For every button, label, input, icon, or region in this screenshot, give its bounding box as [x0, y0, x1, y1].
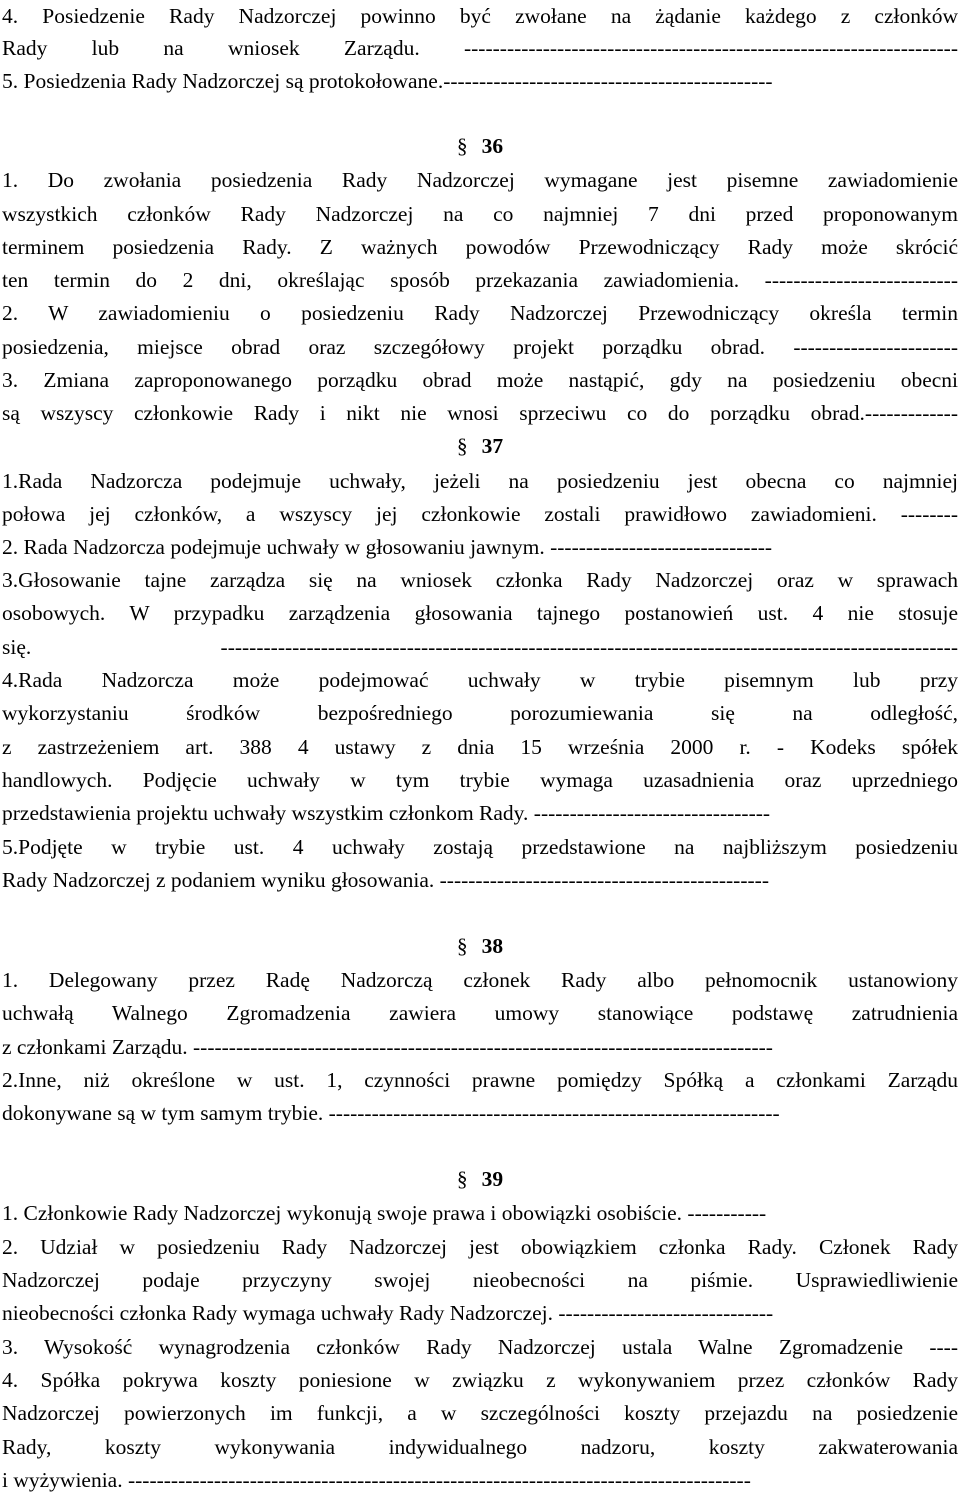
paragraph-line: 2. Udział w posiedzeniu Rady Nadzorczej jest obowiązkiem członka Rady. Członek Rady: [2, 1235, 958, 1259]
paragraph-line: Nadzorczej podaje przyczyny swojej nieobecności na piśmie. Usprawiedliwienie: [2, 1268, 958, 1292]
paragraph-line: wszystkich członków Rady Nadzorczej na co najmniej 7 dni przed proponowanym: [2, 202, 958, 226]
paragraph-line: terminem posiedzenia Rady. Z ważnych powodów Przewodniczący Rady może skrócić: [2, 235, 958, 259]
paragraph-line: handlowych. Podjęcie uchwały w tym trybie wymaga uzasadnienia oraz uprzedniego: [2, 768, 958, 792]
paragraph-line: przedstawienia projektu uchwały wszystkim członkom Rady. ---------------------------------: [2, 801, 771, 825]
paragraph-line: Nadzorczej powierzonych im funkcji, a w szczególności koszty przejazdu na posiedzenie: [2, 1401, 958, 1425]
paragraph-line: Rady lub na wniosek Zarządu. ---------------------------------------------------------------------: [2, 36, 958, 60]
paragraph-line: osobowych. W przypadku zarządzenia głosowania tajnego postanowień ust. 4 nie stosuje: [2, 601, 958, 625]
paragraph-line: 2.Inne, niż określone w ust. 1, czynności prawne pomiędzy Spółką a członkami Zarządu: [2, 1068, 958, 1092]
paragraph-line: 3.Głosowanie tajne zarządza się na wniosek członka Rady Nadzorczej oraz w sprawach: [2, 568, 958, 592]
paragraph-line: 3. Wysokość wynagrodzenia członków Rady Nadzorczej ustala Walne Zgromadzenie ----: [2, 1335, 958, 1359]
section-sign-icon: §: [456, 1167, 468, 1191]
paragraph-line: 2. W zawiadomieniu o posiedzeniu Rady Nadzorczej Przewodniczący określa termin: [2, 301, 958, 325]
paragraph-line: z zastrzeżeniem art. 388 4 ustawy z dnia 15 września 2000 r. - Kodeks spółek: [2, 735, 958, 759]
section-heading: § 36: [0, 130, 960, 163]
paragraph-line: połowa jej członków, a wszyscy jej członkowie zostali prawidłowo zawiadomieni. --------: [2, 502, 958, 526]
paragraph-line: dokonywane są w tym samym trybie. ---------------------------------------------------------------: [2, 1101, 780, 1125]
paragraph-line: ten termin do 2 dni, określając sposób przekazania zawiadomienia. ---------------------------: [2, 268, 958, 292]
paragraph-line: posiedzenia, miejsce obrad oraz szczegółowy projekt porządku obrad. -----------------------: [2, 335, 958, 359]
paragraph-line: wykorzystaniu środków bezpośredniego porozumiewania się na odległość,: [2, 701, 958, 725]
paragraph-line: 5.Podjęte w trybie ust. 4 uchwały zostają przedstawione na najbliższym posiedzeniu: [2, 835, 958, 859]
paragraph-line: nieobecności członka Rady wymaga uchwały Rady Nadzorczej. ------------------------------: [2, 1301, 774, 1325]
paragraph-line: 2. Rada Nadzorcza podejmuje uchwały w głosowaniu jawnym. -------------------------------: [2, 535, 773, 559]
paragraph-line: 1.Rada Nadzorcza podejmuje uchwały, jeżeli na posiedzeniu jest obecna co najmniej: [2, 469, 958, 493]
paragraph-line: 4.Rada Nadzorcza może podejmować uchwały w trybie pisemnym lub przy: [2, 668, 958, 692]
paragraph-line: 5. Posiedzenia Rady Nadzorczej są protokołowane.----------------------------------------------: [2, 69, 773, 93]
section-sign-icon: §: [456, 434, 468, 458]
paragraph-line: 4. Posiedzenie Rady Nadzorczej powinno być zwołane na żądanie każdego z członków: [2, 4, 958, 28]
paragraph-line: 1. Delegowany przez Radę Nadzorczą członek Rady albo pełnomocnik ustanowiony: [2, 968, 958, 992]
paragraph-line: się. -------------------------------------------------------------------------------------------------------: [2, 635, 958, 659]
paragraph-line: 4. Spółka pokrywa koszty poniesione w związku z wykonywaniem przez członków Rady: [2, 1368, 958, 1392]
paragraph-line: z członkami Zarządu. ---------------------------------------------------------------------------------: [2, 1035, 773, 1059]
paragraph-line: uchwałą Walnego Zgromadzenia zawiera umowy stanowiące podstawę zatrudnienia: [2, 1001, 958, 1025]
paragraph-line: 3. Zmiana zaproponowanego porządku obrad może nastąpić, gdy na posiedzeniu obecni: [2, 368, 958, 392]
paragraph-line: 1. Do zwołania posiedzenia Rady Nadzorczej wymagane jest pisemne zawiadomienie: [2, 168, 958, 192]
paragraph-line: Rady Nadzorczej z podaniem wyniku głosowania. ----------------------------------------------: [2, 868, 769, 892]
section-sign-icon: §: [456, 134, 468, 158]
section-sign-icon: §: [456, 934, 468, 958]
section-heading: § 38: [0, 930, 960, 963]
paragraph-line: 1. Członkowie Rady Nadzorczej wykonują swoje prawa i obowiązki osobiście. -----------: [2, 1201, 767, 1225]
paragraph-line: są wszyscy członkowie Rady i nikt nie wnosi sprzeciwu co do porządku obrad.-------------: [2, 401, 958, 425]
section-heading: § 37: [0, 430, 960, 463]
section-heading: § 39: [0, 1163, 960, 1196]
paragraph-line: i wyżywienia. ---------------------------------------------------------------------------------------: [2, 1468, 751, 1492]
paragraph-line: Rady, koszty wykonywania indywidualnego nadzoru, koszty zakwaterowania: [2, 1435, 958, 1459]
